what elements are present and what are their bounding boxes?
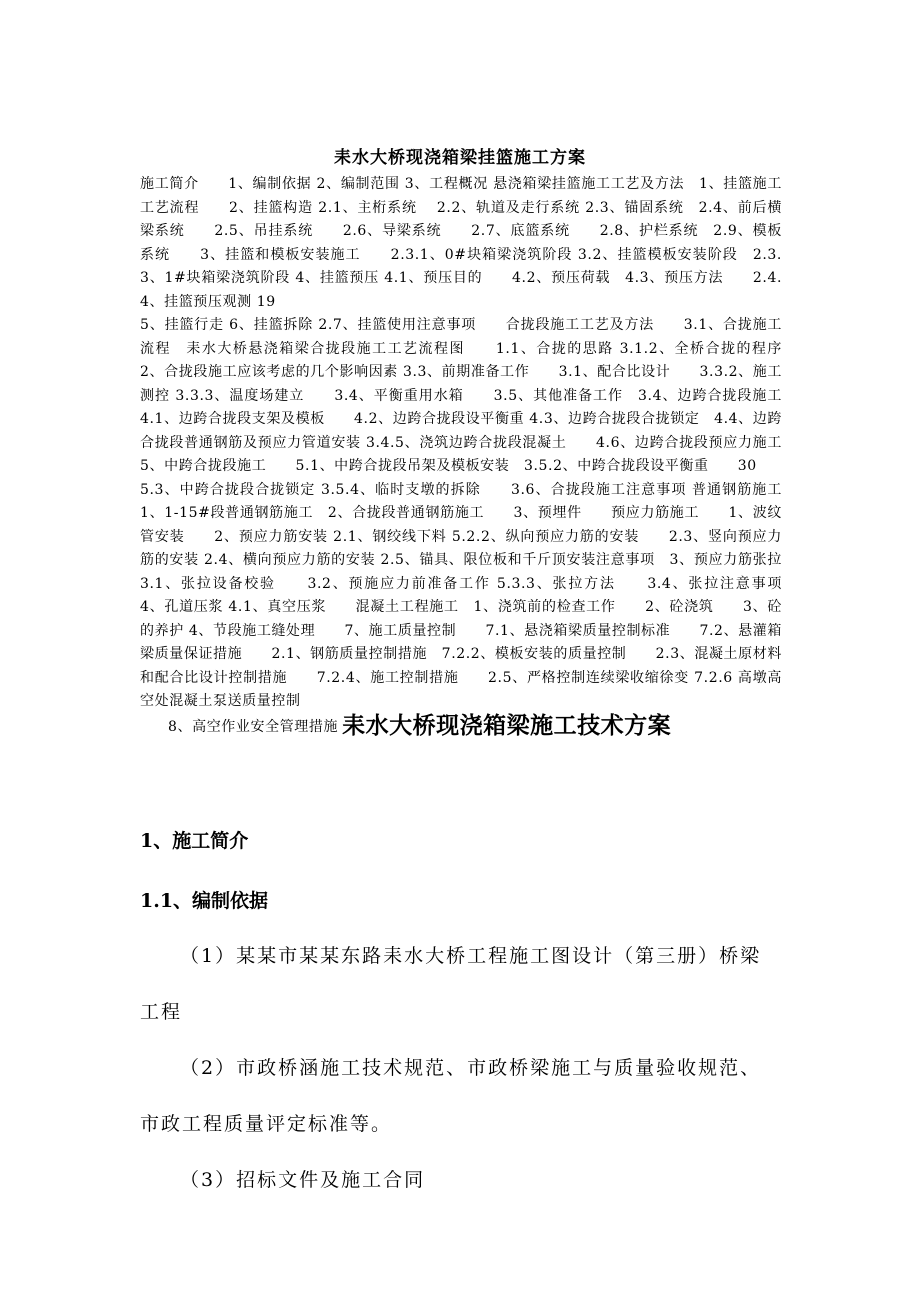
body-text	[140, 928, 782, 1208]
toc-paragraph-3: 5.3、中跨合拢段合拢锁定 3.5.4、临时支墩的拆除 3.6、合拢段施工注意事项 普通钢筋施工 1、1-15#段普通钢筋施工 2、合拢段普通钢筋施工 3、预埋件 预应力筋施工 1、波纹管安装 2、预应力筋安装 2.1、钢绞线下料 5.2.2、纵向预应力筋的安装 2.3、竖向预应力筋的安装 2.4、横向预应力筋的安装 2.5、锚具、限位板和千斤顶安装注意事项 3、预应力筋张拉 3.1、张拉设备校验 3.2、预施应力前准备工作 5.3.3、张拉方法 3.4、张拉注意事项 4、孔道压浆 4.1、真空压浆 混凝土工程施工 1、浇筑前的检查工作 2、砼浇筑 3、砼的养护 4、节段施工缝处理 7、施工质量控制 7.1、悬浇箱梁质量控制标准 7.2、悬灌箱梁质量保证措施 2.1、钢筋质量控制措施 7.2.2、模板安装的质量控制 2.3、混凝土原材料和配合比设计控制措施 7.2.4、施工控制措施 2.5、严格控制连续梁收缩徐变 7.2.6 高墩高空处混凝土泵送质量控制	[140, 481, 812, 709]
section-heading-1-1: 1.1、编制依据	[140, 890, 269, 912]
main-title: 耒水大桥现浇箱梁施工技术方案	[342, 711, 672, 739]
table-of-contents	[140, 173, 812, 741]
toc-paragraph-2: 5、挂篮行走 6、挂篮拆除 2.7、挂篮使用注意事项 合拢段施工工艺及方法 3.1、合拢施工流程 耒水大桥悬浇箱梁合拢段施工工艺流程图 1.1、合拢的思路 3.1.2、全桥合拢的程序 2、合拢段施工应该考虑的几个影响因素 3.3、前期准备工作 3.1、配合比设计 3.3.2、施工测控 3.3.3、温度场建立 3.4、平衡重用水箱 3.5、其他准备工作 3.4、边跨合拢段施工 4.1、边跨合拢段支架及模板 4.2、边跨合拢段设平衡重 4.3、边跨合拢段合拢锁定 4.4、边跨合拢段普通钢筋及预应力管道安装 3.4.5、浇筑边跨合拢段混凝土 4.6、边跨合拢段预应力施工 5、中跨合拢段施工 5.1、中跨合拢段吊架及模板安装 3.5.2、中跨合拢段设平衡重 30	[140, 317, 812, 474]
body-paragraph-2: （2）市政桥涵施工技术规范、市政桥梁施工与质量验收规范、市政工程质量评定标准等。	[140, 1057, 762, 1135]
toc-last-item: 8、高空作业安全管理措施	[168, 718, 339, 735]
section-heading-1: 1、施工简介	[140, 830, 249, 852]
toc-paragraph-1: 施工简介 1、编制依据 2、编制范围 3、工程概况 悬浇箱梁挂篮施工工艺及方法 1、挂篮施工工艺流程 2、挂篮构造 2.1、主桁系统 2.2、轨道及走行系统 2.3、锚固系统 2.4、前后横梁系统 2.5、吊挂系统 2.6、导梁系统 2.7、底篮系统 2.8、护栏系统 2.9、模板系统 3、挂篮和模板安装施工 2.3.1、0#块箱梁浇筑阶段 3.2、挂篮模板安装阶段 2.3.3、1#块箱梁浇筑阶段 4、挂篮预压 4.1、预压目的 4.2、预压荷载 4.3、预压方法 2.4.4、挂篮预压观测 19	[140, 176, 782, 310]
body-paragraph-1: （1）某某市某某东路耒水大桥工程施工图设计（第三册）桥梁工程	[140, 945, 762, 1023]
document-title: 耒水大桥现浇箱梁挂篮施工方案	[334, 148, 586, 168]
body-paragraph-3: （3）招标文件及施工合同	[180, 1169, 426, 1191]
toc-final-line	[140, 711, 782, 742]
